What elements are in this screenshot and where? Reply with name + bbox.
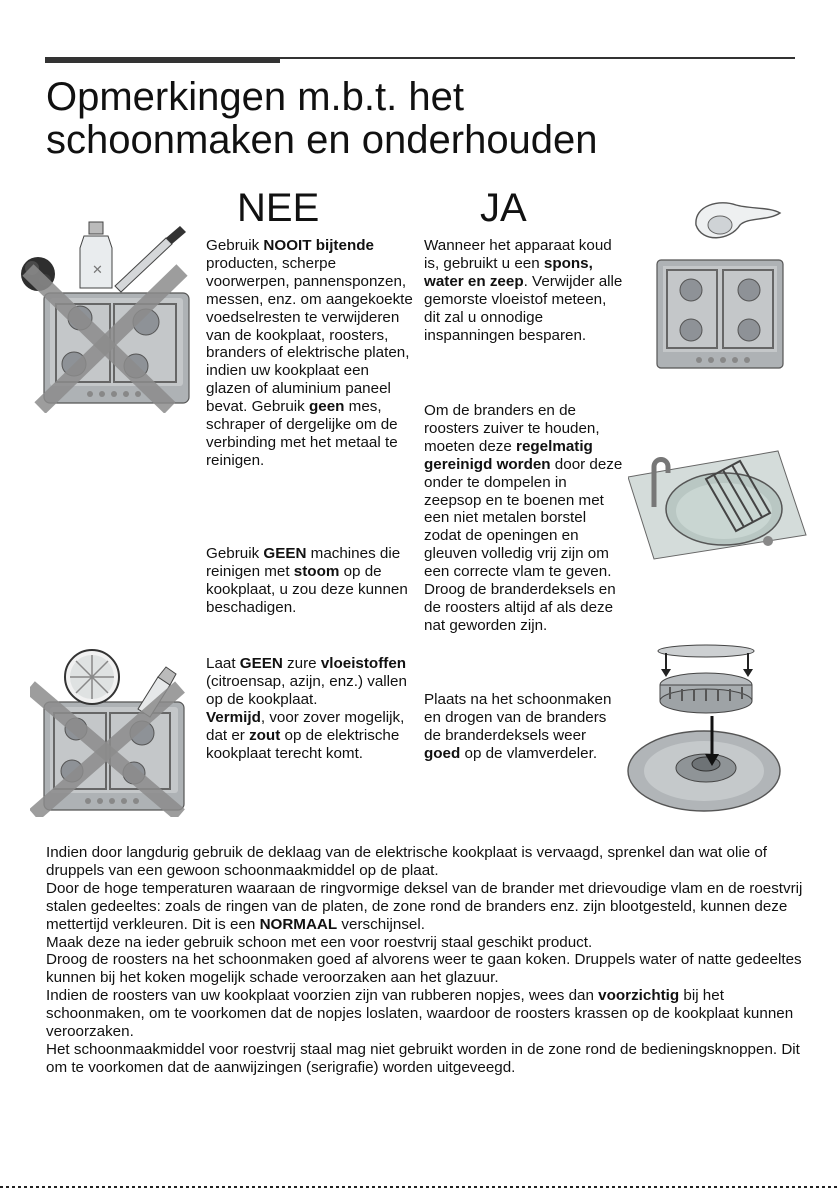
burner-base-icon [624, 716, 784, 816]
nee-paragraph-3: Laat GEEN zure vloeistoffen (citroensap, azijn, enz.) vallen op de kookplaat. Vermijd, voor zover mogelijk, dat er zout op de elektrische kookplaat terecht komt. [206, 655, 407, 762]
note-bedieningsknoppen: Het schoonmaakmiddel voor roestvrij staal mag niet gebruikt worden in de zone rond de bedieningsknoppen. Dit om te voorkomen dat de aanwijzingen (serigrafie) worden uitgeveegd. [46, 1040, 800, 1076]
nee-paragraph-2: Gebruik GEEN machines die reinigen met stoom op de kookplaat, u zou deze kunnen beschadigen. [206, 545, 408, 616]
header-rule-accent [45, 57, 280, 63]
note-verkleuren: Door de hoge temperaturen waaraan de ringvormige deksel van de brander met drievoudige vlam en de roestvrij stalen gedeeltes: zoals de ringen van de platen, de zone rond de branders enz. zijn blootgesteld, kunnen deze mettertijd verkleuren. Dit is een NORMAAL verschijnsel. [46, 879, 803, 933]
ja-paragraph-2: Om de branders en de roosters zuiver te houden, moeten deze regelmatig gereinigd worden door deze onder te dompelen in zeepsop en te boenen met een niet metalen borstel zodat de openingen en gleuven volledig vrij zijn om een correcte vlam te geven. Droog de branderdeksels en de roosters altijd af als deze nat geworden zijn. [424, 402, 623, 634]
sponge-icon [690, 195, 785, 250]
page-cut-line [0, 1186, 839, 1188]
cooktop-clean-icon [655, 258, 785, 370]
heading-nee: NEE [237, 186, 320, 230]
burner-cap-icon [640, 643, 775, 718]
sink-with-grid-icon [628, 447, 808, 562]
note-roestvrij: Maak deze na ieder gebruik schoon met een voor roestvrij staal geschikt product. [46, 933, 593, 951]
maintenance-notes [46, 844, 806, 1077]
heading-ja: JA [480, 186, 527, 230]
note-drogen: Droog de roosters na het schoonmaken goed af alvorens weer te gaan koken. Druppels water of natte gedeeltes kunnen bij het koken mogelijk schade veroorzaken aan het glazuur. [46, 951, 802, 987]
page-title: Opmerkingen m.b.t. het schoonmaken en onderhouden [46, 75, 598, 162]
nee-paragraph-1: Gebruik NOOIT bijtende producten, scherpe voorwerpen, pannensponzen, messen, enz. om aangekoekte voedselresten te verwijderen van de kookplaat, roosters, branders of elektrische platen, indien uw kookplaat een glazen of aluminium paneel bevat. Gebruik geen mes, schraper of dergelijke om de verbinding met het metaal te reinigen. [206, 237, 413, 469]
note-deklaag: Indien door langdurig gebruik de deklaag van de elektrische kookplaat is vervaagd, sprenkel dan wat olie of druppels van een gewoon schoonmaakmiddel op de plaat. [46, 844, 768, 879]
ja-paragraph-3: Plaats na het schoonmaken en drogen van de branders de branderdeksels weer goed op de vlamverdeler. [424, 691, 612, 762]
cooktop-crossed-knife-bottle-icon [18, 218, 198, 413]
cooktop-crossed-lemon-salt-icon [30, 647, 190, 817]
note-nopjes: Indien de roosters van uw kookplaat voorzien zijn van rubberen nopjes, wees dan voorzichtig bij het schoonmaken, om te voorkomen dat de nopjes loslaten, waardoor de roosters krassen op de kookplaat kunnen veroorzaken. [46, 987, 794, 1041]
ja-paragraph-1: Wanneer het apparaat koud is, gebruikt u een spons, water en zeep. Verwijder alle gemorste vloeistof meteen, dit zal u onnodige inspanningen besparen. [424, 237, 623, 344]
svg-text:✕: ✕ [92, 262, 103, 277]
